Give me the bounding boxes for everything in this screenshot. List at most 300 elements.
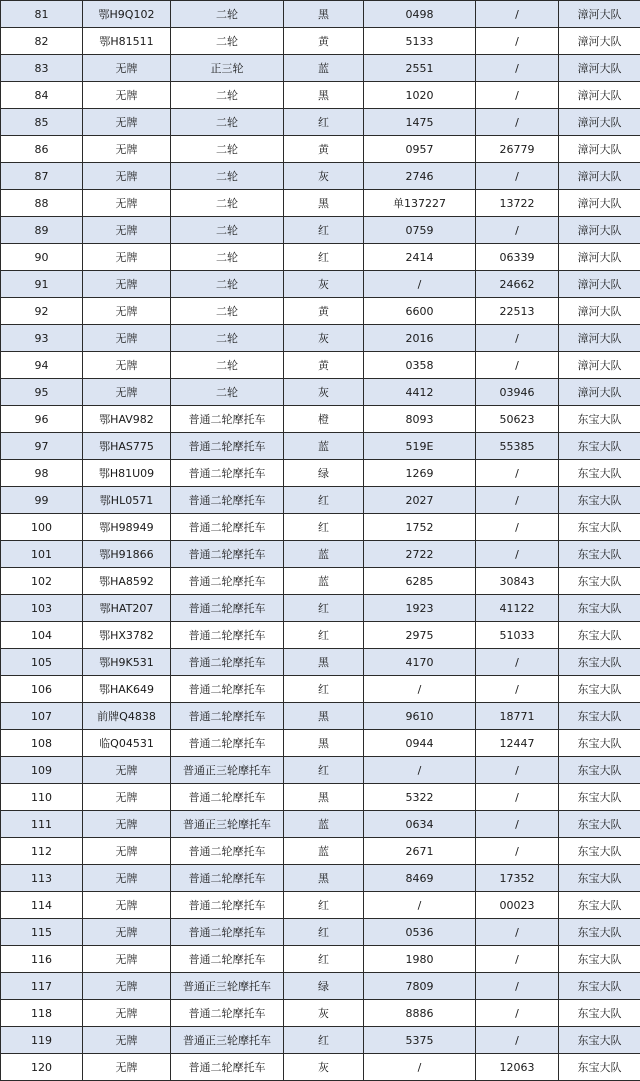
vehicle-type-cell: 二轮: [171, 136, 284, 163]
vehicle-type-cell: 二轮: [171, 379, 284, 406]
table-row: [1, 55, 640, 82]
row-number-cell: 107: [1, 703, 83, 730]
vehicle-type-cell: 二轮: [171, 271, 284, 298]
table-row: [1, 1000, 640, 1027]
plate-number-cell: 鄂HL0571: [83, 487, 171, 514]
engine-number-cell: /: [364, 271, 476, 298]
plate-number-cell: 无牌: [83, 946, 171, 973]
table-row: [1, 676, 640, 703]
plate-number-cell: 无牌: [83, 1054, 171, 1081]
engine-number-cell: /: [364, 757, 476, 784]
vehicle-type-cell: 普通二轮摩托车: [171, 784, 284, 811]
vehicle-color-cell: 蓝: [284, 568, 364, 595]
vehicle-type-cell: 普通二轮摩托车: [171, 730, 284, 757]
table-row: [1, 1, 640, 28]
frame-number-cell: /: [476, 487, 559, 514]
table-row: [1, 163, 640, 190]
plate-number-cell: 鄂HAT207: [83, 595, 171, 622]
frame-number-cell: /: [476, 838, 559, 865]
vehicle-type-cell: 普通二轮摩托车: [171, 487, 284, 514]
unit-cell: 东宝大队: [559, 946, 640, 973]
engine-number-cell: 2746: [364, 163, 476, 190]
frame-number-cell: 30843: [476, 568, 559, 595]
vehicle-color-cell: 黑: [284, 190, 364, 217]
vehicle-type-cell: 普通二轮摩托车: [171, 1000, 284, 1027]
row-number-cell: 119: [1, 1027, 83, 1054]
engine-number-cell: 1980: [364, 946, 476, 973]
frame-number-cell: /: [476, 28, 559, 55]
unit-cell: 漳河大队: [559, 325, 640, 352]
table-row: [1, 109, 640, 136]
frame-number-cell: /: [476, 541, 559, 568]
table-row: [1, 865, 640, 892]
vehicle-color-cell: 黄: [284, 136, 364, 163]
vehicle-type-cell: 普通二轮摩托车: [171, 892, 284, 919]
vehicle-color-cell: 绿: [284, 460, 364, 487]
vehicle-color-cell: 蓝: [284, 55, 364, 82]
engine-number-cell: 0944: [364, 730, 476, 757]
plate-number-cell: 鄂H9K531: [83, 649, 171, 676]
engine-number-cell: 0536: [364, 919, 476, 946]
engine-number-cell: 6285: [364, 568, 476, 595]
row-number-cell: 90: [1, 244, 83, 271]
vehicle-type-cell: 二轮: [171, 163, 284, 190]
table-row: [1, 28, 640, 55]
row-number-cell: 92: [1, 298, 83, 325]
frame-number-cell: /: [476, 325, 559, 352]
row-number-cell: 93: [1, 325, 83, 352]
table-row: [1, 919, 640, 946]
frame-number-cell: /: [476, 676, 559, 703]
vehicle-color-cell: 红: [284, 622, 364, 649]
table-row: [1, 703, 640, 730]
unit-cell: 东宝大队: [559, 892, 640, 919]
row-number-cell: 102: [1, 568, 83, 595]
plate-number-cell: 鄂H98949: [83, 514, 171, 541]
frame-number-cell: 51033: [476, 622, 559, 649]
plate-number-cell: 鄂HX3782: [83, 622, 171, 649]
unit-cell: 东宝大队: [559, 811, 640, 838]
vehicle-type-cell: 普通二轮摩托车: [171, 568, 284, 595]
row-number-cell: 82: [1, 28, 83, 55]
plate-number-cell: 前牌Q4838: [83, 703, 171, 730]
unit-cell: 东宝大队: [559, 541, 640, 568]
row-number-cell: 108: [1, 730, 83, 757]
engine-number-cell: 5322: [364, 784, 476, 811]
table-row: [1, 892, 640, 919]
plate-number-cell: 无牌: [83, 82, 171, 109]
frame-number-cell: 12063: [476, 1054, 559, 1081]
engine-number-cell: 0957: [364, 136, 476, 163]
plate-number-cell: 鄂HAV982: [83, 406, 171, 433]
vehicle-type-cell: 普通二轮摩托车: [171, 460, 284, 487]
unit-cell: 东宝大队: [559, 514, 640, 541]
plate-number-cell: 无牌: [83, 352, 171, 379]
vehicle-type-cell: 二轮: [171, 217, 284, 244]
plate-number-cell: 鄂H9Q102: [83, 1, 171, 28]
plate-number-cell: 无牌: [83, 55, 171, 82]
frame-number-cell: 22513: [476, 298, 559, 325]
vehicle-color-cell: 黄: [284, 352, 364, 379]
table-row: [1, 973, 640, 1000]
table-row: [1, 487, 640, 514]
unit-cell: 漳河大队: [559, 352, 640, 379]
engine-number-cell: /: [364, 892, 476, 919]
engine-number-cell: 0358: [364, 352, 476, 379]
vehicle-color-cell: 灰: [284, 325, 364, 352]
unit-cell: 东宝大队: [559, 784, 640, 811]
frame-number-cell: 06339: [476, 244, 559, 271]
frame-number-cell: /: [476, 1000, 559, 1027]
vehicle-type-cell: 普通二轮摩托车: [171, 838, 284, 865]
table-row: [1, 217, 640, 244]
unit-cell: 漳河大队: [559, 28, 640, 55]
frame-number-cell: /: [476, 946, 559, 973]
vehicle-color-cell: 蓝: [284, 838, 364, 865]
unit-cell: 东宝大队: [559, 973, 640, 1000]
vehicle-color-cell: 蓝: [284, 433, 364, 460]
row-number-cell: 100: [1, 514, 83, 541]
plate-number-cell: 鄂HAS775: [83, 433, 171, 460]
vehicle-color-cell: 黑: [284, 1, 364, 28]
table-row: [1, 595, 640, 622]
vehicle-type-cell: 二轮: [171, 190, 284, 217]
row-number-cell: 81: [1, 1, 83, 28]
vehicle-color-cell: 红: [284, 595, 364, 622]
vehicle-type-cell: 普通二轮摩托车: [171, 649, 284, 676]
unit-cell: 东宝大队: [559, 703, 640, 730]
row-number-cell: 120: [1, 1054, 83, 1081]
vehicle-type-cell: 二轮: [171, 109, 284, 136]
plate-number-cell: 无牌: [83, 811, 171, 838]
plate-number-cell: 无牌: [83, 757, 171, 784]
unit-cell: 漳河大队: [559, 82, 640, 109]
row-number-cell: 116: [1, 946, 83, 973]
table-row: [1, 325, 640, 352]
frame-number-cell: /: [476, 1027, 559, 1054]
engine-number-cell: 0634: [364, 811, 476, 838]
unit-cell: 漳河大队: [559, 271, 640, 298]
row-number-cell: 84: [1, 82, 83, 109]
frame-number-cell: /: [476, 55, 559, 82]
unit-cell: 东宝大队: [559, 730, 640, 757]
vehicle-type-cell: 普通二轮摩托车: [171, 595, 284, 622]
frame-number-cell: 00023: [476, 892, 559, 919]
unit-cell: 漳河大队: [559, 55, 640, 82]
plate-number-cell: 无牌: [83, 325, 171, 352]
plate-number-cell: 鄂HAK649: [83, 676, 171, 703]
engine-number-cell: 1923: [364, 595, 476, 622]
unit-cell: 漳河大队: [559, 163, 640, 190]
vehicle-type-cell: 普通正三轮摩托车: [171, 757, 284, 784]
unit-cell: 东宝大队: [559, 622, 640, 649]
unit-cell: 漳河大队: [559, 379, 640, 406]
table-row: [1, 379, 640, 406]
row-number-cell: 99: [1, 487, 83, 514]
engine-number-cell: 6600: [364, 298, 476, 325]
vehicle-type-cell: 普通二轮摩托车: [171, 406, 284, 433]
unit-cell: 东宝大队: [559, 649, 640, 676]
vehicle-type-cell: 二轮: [171, 325, 284, 352]
frame-number-cell: /: [476, 163, 559, 190]
vehicle-type-cell: 二轮: [171, 28, 284, 55]
unit-cell: 东宝大队: [559, 460, 640, 487]
vehicle-color-cell: 蓝: [284, 541, 364, 568]
unit-cell: 东宝大队: [559, 433, 640, 460]
table-row: [1, 784, 640, 811]
unit-cell: 漳河大队: [559, 109, 640, 136]
table-row: [1, 298, 640, 325]
vehicle-type-cell: 普通二轮摩托车: [171, 676, 284, 703]
row-number-cell: 104: [1, 622, 83, 649]
vehicle-color-cell: 橙: [284, 406, 364, 433]
table-row: [1, 271, 640, 298]
vehicle-type-cell: 二轮: [171, 244, 284, 271]
vehicle-color-cell: 灰: [284, 379, 364, 406]
plate-number-cell: 无牌: [83, 109, 171, 136]
engine-number-cell: 4170: [364, 649, 476, 676]
unit-cell: 东宝大队: [559, 757, 640, 784]
unit-cell: 漳河大队: [559, 298, 640, 325]
vehicle-type-cell: 二轮: [171, 298, 284, 325]
table-row: [1, 244, 640, 271]
frame-number-cell: 17352: [476, 865, 559, 892]
plate-number-cell: 临Q04531: [83, 730, 171, 757]
vehicle-type-cell: 二轮: [171, 82, 284, 109]
engine-number-cell: 2975: [364, 622, 476, 649]
table-row: [1, 82, 640, 109]
frame-number-cell: /: [476, 109, 559, 136]
frame-number-cell: /: [476, 649, 559, 676]
vehicle-color-cell: 红: [284, 892, 364, 919]
vehicle-color-cell: 红: [284, 946, 364, 973]
vehicle-color-cell: 红: [284, 487, 364, 514]
frame-number-cell: 13722: [476, 190, 559, 217]
vehicle-color-cell: 红: [284, 217, 364, 244]
unit-cell: 东宝大队: [559, 1000, 640, 1027]
table-row: [1, 1054, 640, 1081]
unit-cell: 东宝大队: [559, 838, 640, 865]
plate-number-cell: 鄂HA8592: [83, 568, 171, 595]
engine-number-cell: 2551: [364, 55, 476, 82]
vehicle-color-cell: 红: [284, 1027, 364, 1054]
unit-cell: 东宝大队: [559, 568, 640, 595]
table-row: [1, 406, 640, 433]
vehicle-type-cell: 普通二轮摩托车: [171, 946, 284, 973]
frame-number-cell: /: [476, 811, 559, 838]
plate-number-cell: 无牌: [83, 271, 171, 298]
plate-number-cell: 鄂H81U09: [83, 460, 171, 487]
engine-number-cell: 1269: [364, 460, 476, 487]
vehicle-type-cell: 普通二轮摩托车: [171, 919, 284, 946]
vehicle-color-cell: 红: [284, 514, 364, 541]
unit-cell: 东宝大队: [559, 919, 640, 946]
engine-number-cell: 8469: [364, 865, 476, 892]
vehicle-color-cell: 红: [284, 757, 364, 784]
table-row: [1, 946, 640, 973]
vehicle-type-cell: 正三轮: [171, 55, 284, 82]
row-number-cell: 97: [1, 433, 83, 460]
unit-cell: 东宝大队: [559, 676, 640, 703]
table-row: [1, 649, 640, 676]
row-number-cell: 86: [1, 136, 83, 163]
row-number-cell: 105: [1, 649, 83, 676]
engine-number-cell: 2671: [364, 838, 476, 865]
vehicle-color-cell: 灰: [284, 163, 364, 190]
row-number-cell: 94: [1, 352, 83, 379]
engine-number-cell: 2414: [364, 244, 476, 271]
frame-number-cell: 18771: [476, 703, 559, 730]
table-row: [1, 460, 640, 487]
vehicle-color-cell: 黑: [284, 730, 364, 757]
row-number-cell: 103: [1, 595, 83, 622]
plate-number-cell: 无牌: [83, 136, 171, 163]
vehicle-type-cell: 普通二轮摩托车: [171, 541, 284, 568]
table-row: [1, 811, 640, 838]
engine-number-cell: 2722: [364, 541, 476, 568]
frame-number-cell: /: [476, 217, 559, 244]
table-body: [1, 1, 640, 1081]
vehicle-color-cell: 黑: [284, 703, 364, 730]
vehicle-color-cell: 红: [284, 109, 364, 136]
row-number-cell: 118: [1, 1000, 83, 1027]
table-row: [1, 1027, 640, 1054]
engine-number-cell: 5375: [364, 1027, 476, 1054]
unit-cell: 漳河大队: [559, 136, 640, 163]
unit-cell: 漳河大队: [559, 190, 640, 217]
table-row: [1, 541, 640, 568]
table-row: [1, 136, 640, 163]
table-row: [1, 757, 640, 784]
unit-cell: 东宝大队: [559, 1054, 640, 1081]
frame-number-cell: /: [476, 514, 559, 541]
unit-cell: 东宝大队: [559, 406, 640, 433]
vehicle-type-cell: 二轮: [171, 352, 284, 379]
table-row: [1, 622, 640, 649]
row-number-cell: 115: [1, 919, 83, 946]
plate-number-cell: 无牌: [83, 865, 171, 892]
frame-number-cell: /: [476, 757, 559, 784]
vehicle-type-cell: 普通二轮摩托车: [171, 865, 284, 892]
frame-number-cell: /: [476, 352, 559, 379]
engine-number-cell: 0498: [364, 1, 476, 28]
row-number-cell: 117: [1, 973, 83, 1000]
vehicle-color-cell: 灰: [284, 271, 364, 298]
plate-number-cell: 无牌: [83, 298, 171, 325]
engine-number-cell: 1020: [364, 82, 476, 109]
plate-number-cell: 无牌: [83, 244, 171, 271]
vehicle-type-cell: 普通二轮摩托车: [171, 433, 284, 460]
vehicle-type-cell: 二轮: [171, 1, 284, 28]
vehicle-type-cell: 普通二轮摩托车: [171, 622, 284, 649]
table-row: [1, 838, 640, 865]
unit-cell: 漳河大队: [559, 217, 640, 244]
plate-number-cell: 无牌: [83, 784, 171, 811]
row-number-cell: 111: [1, 811, 83, 838]
table-row: [1, 433, 640, 460]
frame-number-cell: /: [476, 784, 559, 811]
plate-number-cell: 无牌: [83, 163, 171, 190]
vehicle-type-cell: 普通正三轮摩托车: [171, 811, 284, 838]
plate-number-cell: 无牌: [83, 1027, 171, 1054]
engine-number-cell: /: [364, 1054, 476, 1081]
unit-cell: 东宝大队: [559, 595, 640, 622]
row-number-cell: 112: [1, 838, 83, 865]
row-number-cell: 83: [1, 55, 83, 82]
frame-number-cell: 50623: [476, 406, 559, 433]
vehicle-color-cell: 灰: [284, 1054, 364, 1081]
row-number-cell: 96: [1, 406, 83, 433]
vehicle-color-cell: 黑: [284, 82, 364, 109]
engine-number-cell: 519E: [364, 433, 476, 460]
row-number-cell: 87: [1, 163, 83, 190]
frame-number-cell: /: [476, 919, 559, 946]
frame-number-cell: /: [476, 973, 559, 1000]
row-number-cell: 95: [1, 379, 83, 406]
frame-number-cell: 24662: [476, 271, 559, 298]
vehicle-color-cell: 绿: [284, 973, 364, 1000]
frame-number-cell: 55385: [476, 433, 559, 460]
row-number-cell: 85: [1, 109, 83, 136]
table-row: [1, 730, 640, 757]
frame-number-cell: 03946: [476, 379, 559, 406]
unit-cell: 漳河大队: [559, 1, 640, 28]
plate-number-cell: 无牌: [83, 973, 171, 1000]
vehicle-color-cell: 红: [284, 919, 364, 946]
row-number-cell: 101: [1, 541, 83, 568]
vehicle-color-cell: 蓝: [284, 811, 364, 838]
table-row: [1, 568, 640, 595]
engine-number-cell: 4412: [364, 379, 476, 406]
table-row: [1, 190, 640, 217]
engine-number-cell: 8886: [364, 1000, 476, 1027]
frame-number-cell: 26779: [476, 136, 559, 163]
vehicle-color-cell: 黄: [284, 28, 364, 55]
vehicle-type-cell: 普通二轮摩托车: [171, 703, 284, 730]
frame-number-cell: /: [476, 1, 559, 28]
plate-number-cell: 无牌: [83, 1000, 171, 1027]
unit-cell: 东宝大队: [559, 487, 640, 514]
engine-number-cell: 单137227: [364, 190, 476, 217]
engine-number-cell: 8093: [364, 406, 476, 433]
frame-number-cell: 12447: [476, 730, 559, 757]
vehicle-type-cell: 普通二轮摩托车: [171, 1054, 284, 1081]
engine-number-cell: 5133: [364, 28, 476, 55]
frame-number-cell: /: [476, 460, 559, 487]
plate-number-cell: 无牌: [83, 190, 171, 217]
plate-number-cell: 无牌: [83, 838, 171, 865]
row-number-cell: 114: [1, 892, 83, 919]
unit-cell: 东宝大队: [559, 865, 640, 892]
vehicle-color-cell: 黄: [284, 298, 364, 325]
row-number-cell: 88: [1, 190, 83, 217]
vehicle-color-cell: 红: [284, 244, 364, 271]
vehicle-color-cell: 灰: [284, 1000, 364, 1027]
plate-number-cell: 无牌: [83, 217, 171, 244]
engine-number-cell: 2016: [364, 325, 476, 352]
frame-number-cell: 41122: [476, 595, 559, 622]
plate-number-cell: 无牌: [83, 379, 171, 406]
unit-cell: 漳河大队: [559, 244, 640, 271]
vehicle-type-cell: 普通二轮摩托车: [171, 514, 284, 541]
engine-number-cell: /: [364, 676, 476, 703]
engine-number-cell: 1752: [364, 514, 476, 541]
vehicle-color-cell: 黑: [284, 649, 364, 676]
plate-number-cell: 鄂H81511: [83, 28, 171, 55]
engine-number-cell: 7809: [364, 973, 476, 1000]
plate-number-cell: 鄂H91866: [83, 541, 171, 568]
table-row: [1, 352, 640, 379]
